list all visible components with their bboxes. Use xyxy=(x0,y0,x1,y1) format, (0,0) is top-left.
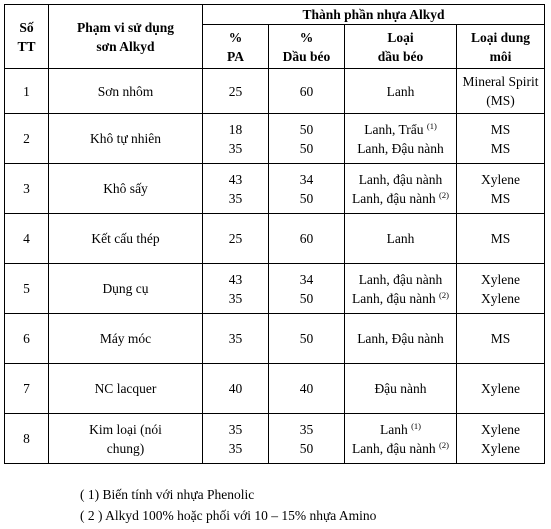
cell-scope xyxy=(49,69,203,114)
footnote-marker: (2) xyxy=(439,189,449,200)
header-scope: Phạm vi sử dụng sơn Alkyd xyxy=(49,5,203,69)
cell-scope-line: Khô tự nhiên xyxy=(89,131,162,146)
cell-text: Đậu nành xyxy=(374,381,427,396)
cell-oil-type xyxy=(345,69,457,114)
cell-oil-type-line xyxy=(347,439,454,458)
cell-oil-percent xyxy=(269,69,345,114)
cell-solvent xyxy=(457,364,545,414)
cell-oil-percent-line: 34 xyxy=(299,171,314,187)
cell-pa xyxy=(203,314,269,364)
cell-text: Lanh xyxy=(386,83,415,99)
cell-scope xyxy=(49,114,203,164)
cell-scope xyxy=(49,314,203,364)
cell-text: Lanh, đậu nành xyxy=(352,290,440,306)
cell-solvent xyxy=(457,214,545,264)
cell-solvent-line: MS xyxy=(490,140,511,156)
cell-text: Lanh xyxy=(386,231,415,246)
cell-scope xyxy=(49,414,203,464)
cell-oil-type-line xyxy=(347,139,454,158)
table-body xyxy=(5,69,545,464)
cell-solvent-line: Xylene xyxy=(481,290,520,306)
cell-text: Lanh, đậu nành xyxy=(358,271,443,287)
table-row xyxy=(5,264,545,314)
cell-pa xyxy=(203,114,269,164)
cell-scope xyxy=(49,214,203,264)
cell-scope xyxy=(49,164,203,214)
cell-oil-percent-line: 50 xyxy=(299,440,314,456)
cell-pa xyxy=(203,364,269,414)
cell-oil-percent xyxy=(269,314,345,364)
cell-pa-line: 43 xyxy=(228,171,243,187)
cell-solvent xyxy=(457,264,545,314)
table-row xyxy=(5,164,545,214)
cell-oil-type-line xyxy=(347,289,454,308)
header-oil-type: Loại dầu béo xyxy=(345,25,457,69)
cell-scope-line: NC lacquer xyxy=(94,381,157,396)
cell-scope-line: Kết cấu thép xyxy=(91,231,160,246)
footnote-marker: (2) xyxy=(439,439,449,450)
cell-no: 5 xyxy=(5,264,49,314)
cell-solvent-line: Mineral Spirit xyxy=(462,74,539,89)
cell-no: 7 xyxy=(5,364,49,414)
cell-oil-type xyxy=(345,214,457,264)
table-row xyxy=(5,69,545,114)
cell-solvent-line: Xylene xyxy=(481,421,520,437)
cell-solvent xyxy=(457,164,545,214)
cell-oil-percent-line: 40 xyxy=(299,381,314,396)
cell-oil-type-line xyxy=(347,329,454,348)
cell-oil-type-line xyxy=(347,120,454,139)
alkyd-usage-table xyxy=(4,4,545,464)
header-pa: % PA xyxy=(203,25,269,69)
cell-solvent-line: MS xyxy=(490,121,511,137)
cell-solvent-line: Xylene xyxy=(481,271,520,287)
cell-oil-percent-line: 60 xyxy=(299,83,314,99)
cell-pa xyxy=(203,164,269,214)
cell-scope-line: Máy móc xyxy=(99,331,152,346)
header-composition: Thành phần nhựa Alkyd xyxy=(203,5,545,25)
cell-solvent xyxy=(457,414,545,464)
cell-no: 3 xyxy=(5,164,49,214)
cell-pa-line: 35 xyxy=(228,440,243,456)
cell-oil-percent-line: 50 xyxy=(299,190,314,206)
cell-pa xyxy=(203,264,269,314)
cell-scope-line: Kim loại (nói xyxy=(89,421,162,437)
cell-oil-percent-line: 50 xyxy=(299,140,314,156)
cell-oil-type xyxy=(345,264,457,314)
cell-pa-line: 35 xyxy=(228,190,243,206)
cell-oil-percent-line: 50 xyxy=(299,290,314,306)
cell-no: 8 xyxy=(5,414,49,464)
cell-oil-percent xyxy=(269,264,345,314)
cell-solvent xyxy=(457,314,545,364)
table-row xyxy=(5,364,545,414)
cell-pa xyxy=(203,414,269,464)
cell-solvent-line: MS xyxy=(490,190,511,206)
cell-pa-line: 35 xyxy=(228,290,243,306)
cell-text: Lanh, đậu nành xyxy=(352,190,440,206)
cell-solvent xyxy=(457,69,545,114)
cell-pa xyxy=(203,69,269,114)
footnote: ( 1) Biến tính với nhựa Phenolic xyxy=(80,487,255,502)
cell-oil-percent xyxy=(269,164,345,214)
cell-oil-type-line xyxy=(347,170,454,189)
cell-solvent-line: Xylene xyxy=(481,440,520,456)
table-row xyxy=(5,414,545,464)
table-row xyxy=(5,114,545,164)
cell-pa-line: 43 xyxy=(228,271,243,287)
cell-text: Lanh, đậu nành xyxy=(358,171,443,187)
cell-solvent-line: MS xyxy=(490,331,511,346)
header-solvent: Loại dung môi xyxy=(457,25,545,69)
footnotes xyxy=(80,484,376,526)
cell-oil-percent xyxy=(269,414,345,464)
cell-oil-percent xyxy=(269,214,345,264)
table-row xyxy=(5,214,545,264)
cell-text: Lanh xyxy=(379,421,412,437)
cell-text: Lanh, Đậu nành xyxy=(357,140,444,156)
cell-no: 4 xyxy=(5,214,49,264)
cell-solvent xyxy=(457,114,545,164)
cell-scope-line: Sơn nhôm xyxy=(97,83,154,99)
cell-pa-line: 18 xyxy=(228,121,243,137)
cell-solvent-line: (MS) xyxy=(486,93,515,108)
cell-oil-type xyxy=(345,114,457,164)
cell-oil-percent xyxy=(269,364,345,414)
cell-oil-type-line xyxy=(347,229,454,248)
cell-oil-type-line xyxy=(347,270,454,289)
footnote: ( 2 ) Alkyd 100% hoặc phối với 10 – 15% nhựa Amino xyxy=(80,508,377,523)
cell-solvent-line: Xylene xyxy=(481,171,520,187)
footnote-marker: (1) xyxy=(411,420,422,431)
table-row xyxy=(5,314,545,364)
cell-scope xyxy=(49,364,203,414)
cell-oil-type-line xyxy=(347,82,454,101)
cell-no: 6 xyxy=(5,314,49,364)
cell-solvent-line: MS xyxy=(490,231,511,246)
cell-oil-type xyxy=(345,314,457,364)
cell-oil-percent-line: 60 xyxy=(299,231,314,246)
cell-scope-line: chung) xyxy=(106,440,145,456)
cell-oil-percent-line: 50 xyxy=(299,331,314,346)
cell-pa-line: 35 xyxy=(228,421,243,437)
footnote-marker: (1) xyxy=(426,120,437,131)
header-no: Số TT xyxy=(5,5,49,69)
cell-oil-type xyxy=(345,414,457,464)
cell-text: Lanh, Trẩu xyxy=(364,121,427,137)
cell-oil-percent-line: 34 xyxy=(299,271,314,287)
cell-pa-line: 40 xyxy=(228,381,243,396)
cell-scope xyxy=(49,264,203,314)
cell-text: Lanh, đậu nành xyxy=(352,440,440,456)
cell-oil-percent xyxy=(269,114,345,164)
cell-oil-percent-line: 35 xyxy=(299,421,314,437)
cell-no: 2 xyxy=(5,114,49,164)
cell-pa-line: 25 xyxy=(228,231,243,246)
cell-no: 1 xyxy=(5,69,49,114)
cell-oil-type xyxy=(345,364,457,414)
footnote-marker: (2) xyxy=(439,289,449,300)
cell-solvent-line: Xylene xyxy=(481,381,520,396)
cell-oil-type xyxy=(345,164,457,214)
header-oil-percent: % Dầu béo xyxy=(269,25,345,69)
cell-pa-line: 25 xyxy=(228,83,243,99)
cell-oil-type-line xyxy=(347,379,454,398)
cell-pa-line: 35 xyxy=(228,331,243,346)
cell-scope-line: Dụng cụ xyxy=(102,281,149,296)
cell-pa xyxy=(203,214,269,264)
cell-oil-type-line xyxy=(347,189,454,208)
cell-pa-line: 35 xyxy=(228,140,243,156)
cell-scope-line: Khô sấy xyxy=(103,181,148,196)
cell-oil-type-line xyxy=(347,420,454,439)
cell-text: Lanh, Đậu nành xyxy=(357,331,444,346)
cell-oil-percent-line: 50 xyxy=(299,121,314,137)
